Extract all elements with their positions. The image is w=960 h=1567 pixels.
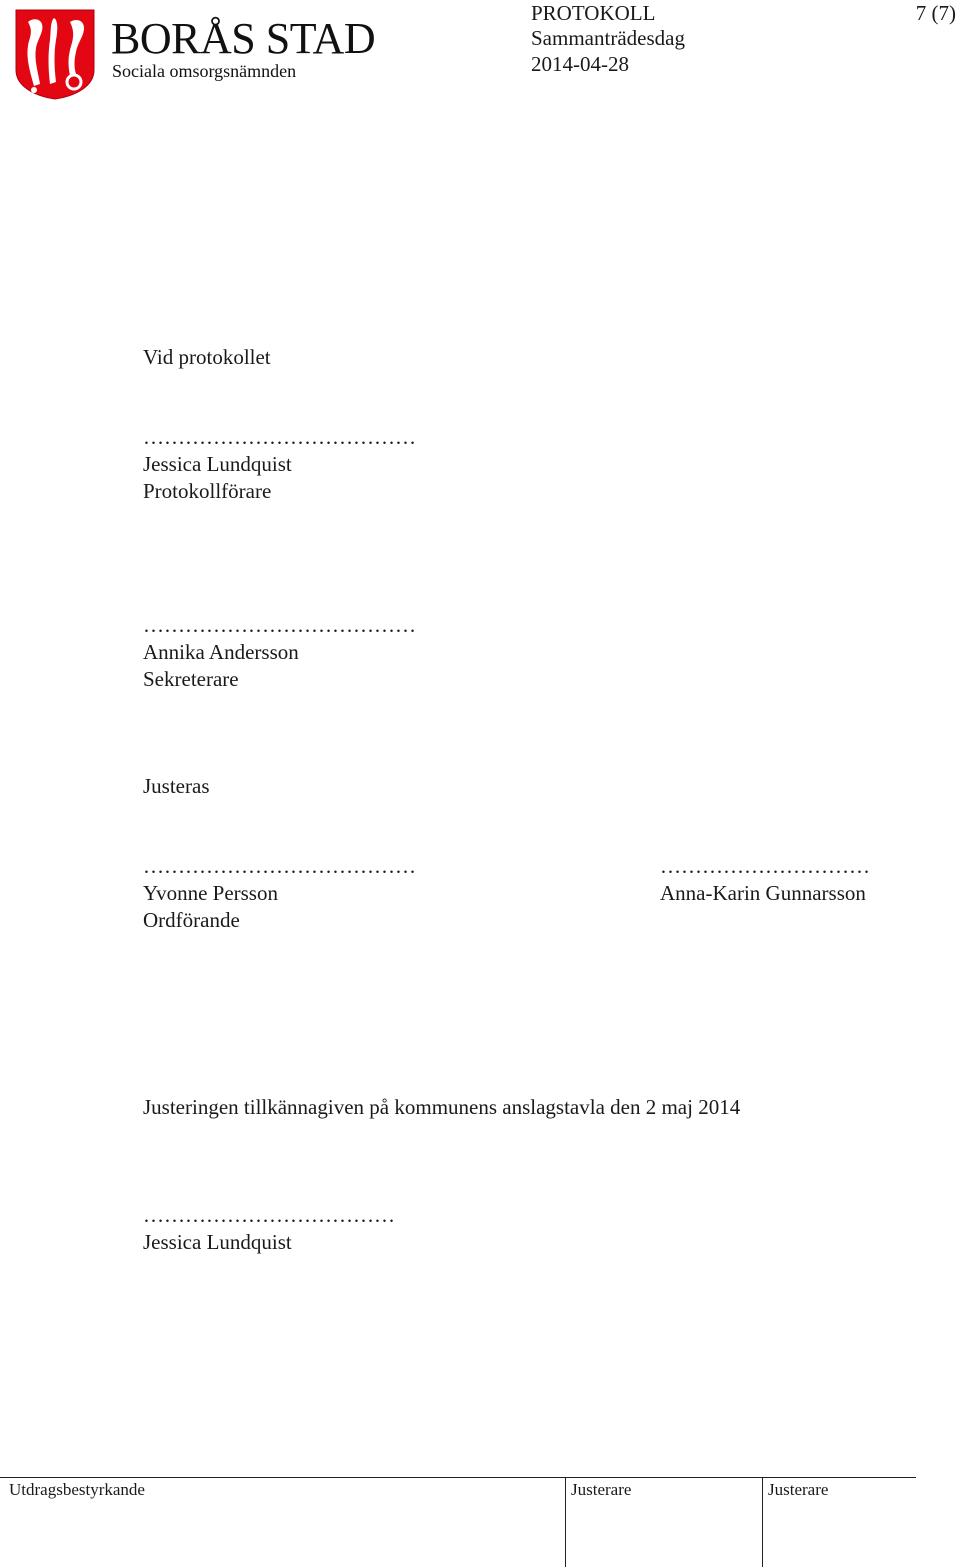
signer-name: Annika Andersson — [143, 640, 299, 664]
signer-name: Jessica Lundquist — [143, 1230, 292, 1254]
footer-cell-utdragsbestyrkande: Utdragsbestyrkande — [9, 1480, 145, 1499]
footer-cell-justerare-1: Justerare — [565, 1478, 762, 1567]
signature-line: ………………………… — [660, 854, 870, 878]
coat-of-arms-icon — [14, 8, 96, 100]
meeting-label: Sammanträdesdag — [531, 26, 685, 50]
signer-name: Jessica Lundquist — [143, 452, 292, 476]
signer-role: Ordförande — [143, 908, 240, 932]
signature-line: ………………………………… — [143, 425, 416, 449]
org-name: BORÅS STAD — [111, 14, 376, 63]
signer-role: Sekreterare — [143, 667, 239, 691]
signature-line: ………………………………… — [143, 854, 416, 878]
signature-line: ………………………………… — [143, 613, 416, 637]
vid-protokollet-label: Vid protokollet — [143, 345, 271, 369]
justeras-label: Justeras — [143, 774, 210, 798]
signature-line: ……………………………… — [143, 1203, 395, 1227]
meeting-date: 2014-04-28 — [531, 52, 629, 76]
document-type: PROTOKOLL — [531, 1, 656, 25]
footer-cell-justerare-2: Justerare — [762, 1478, 916, 1567]
signer-name: Yvonne Persson — [143, 881, 278, 905]
org-subtitle: Sociala omsorgsnämnden — [112, 61, 297, 81]
page-number: 7 (7) — [915, 1, 956, 25]
footer-table — [0, 1477, 916, 1567]
announcement-text: Justeringen tillkännagiven på kommunens anslagstavla den 2 maj 2014 — [143, 1095, 741, 1119]
signer-role: Protokollförare — [143, 479, 272, 503]
signer-name: Anna-Karin Gunnarsson — [660, 881, 866, 905]
